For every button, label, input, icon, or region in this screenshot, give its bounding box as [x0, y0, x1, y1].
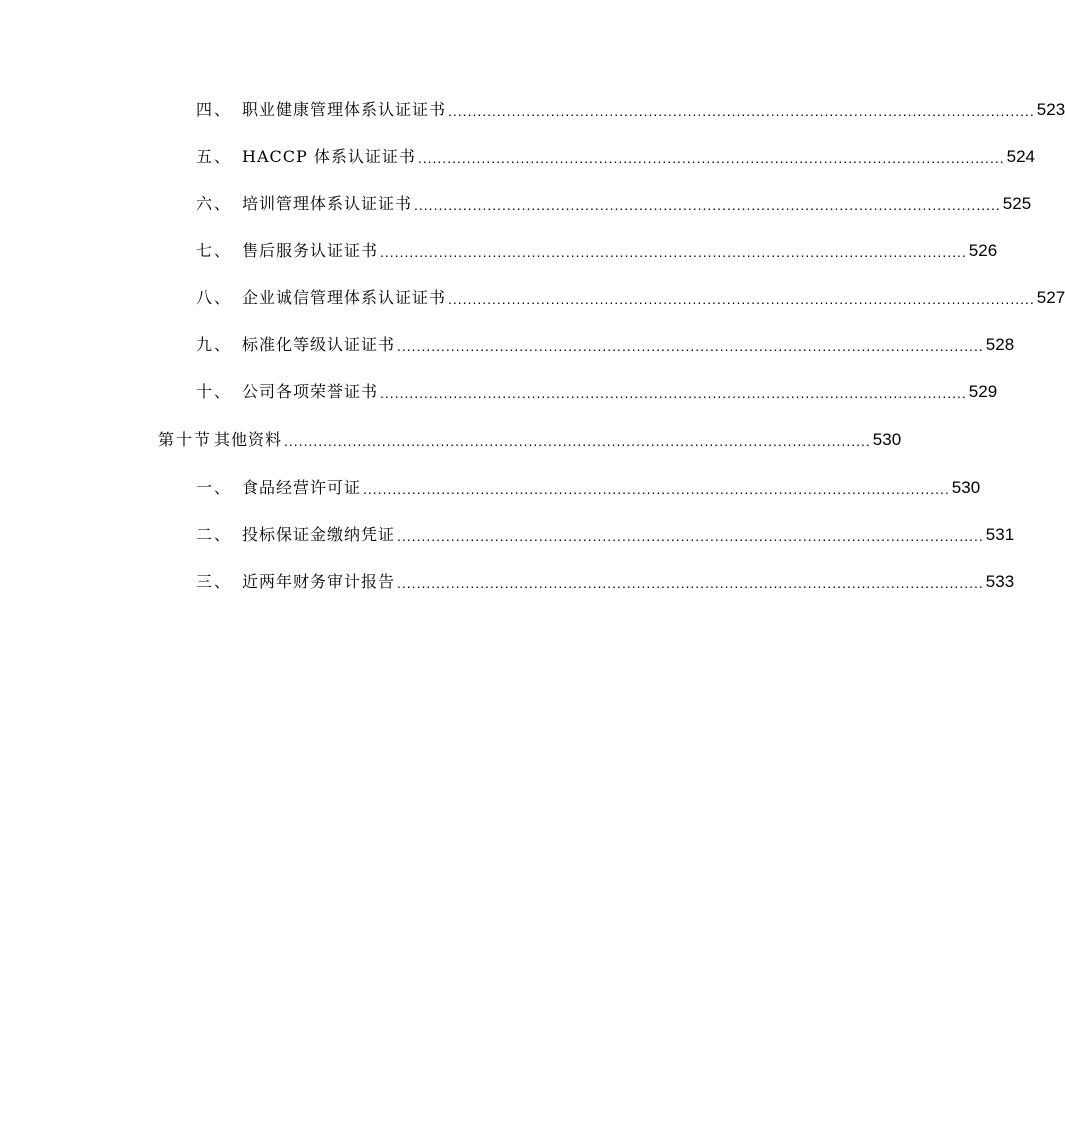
- toc-entry-number: 六、: [196, 194, 233, 213]
- toc-entry-page: 533: [985, 572, 1015, 591]
- toc-entry-title: 培训管理体系认证证书: [242, 194, 413, 213]
- toc-entry-title: 其他资料: [214, 430, 283, 449]
- toc-entry-number: 二、: [196, 525, 233, 544]
- toc-entry[interactable]: [196, 329, 1015, 355]
- toc-entry[interactable]: [196, 141, 1035, 167]
- toc-entry-title: 食品经营许可证: [242, 478, 362, 497]
- toc-entry-number: 七、: [196, 241, 233, 260]
- toc-entry-page: 531: [985, 525, 1015, 544]
- toc-entry[interactable]: [196, 566, 1015, 592]
- toc-entry-number: 一、: [196, 478, 233, 497]
- toc-entry-page: 530: [951, 478, 981, 497]
- toc-entry[interactable]: [196, 519, 1015, 545]
- toc-entry-number: 八、: [196, 288, 233, 307]
- toc-entry-page: 525: [1002, 194, 1032, 213]
- toc-dot-leader: ........................................................................................................................: [397, 575, 984, 591]
- toc-entry-page: 527: [1036, 288, 1065, 307]
- toc-entry-number: 第十节: [158, 430, 213, 449]
- toc-entry-number: 九、: [196, 335, 233, 354]
- toc-entry-title: 投标保证金缴纳凭证: [242, 525, 396, 544]
- toc-entry-title: 企业诚信管理体系认证证书: [242, 288, 447, 307]
- toc-entry[interactable]: [196, 282, 1065, 308]
- toc-entry[interactable]: [196, 472, 981, 498]
- toc-entry-title: 售后服务认证证书: [242, 241, 379, 260]
- toc-entry-number: 四、: [196, 100, 233, 119]
- toc-entry-page: 529: [968, 382, 998, 401]
- toc-entry-title: 近两年财务审计报告: [242, 572, 396, 591]
- toc-entry-number: 三、: [196, 572, 233, 591]
- toc-entry-number: 五、: [196, 147, 233, 166]
- toc-dot-leader: ........................................................................................................................: [448, 291, 1035, 307]
- toc-dot-leader: ........................................................................................................................: [417, 150, 1005, 166]
- toc-dot-leader: ........................................................................................................................: [363, 481, 950, 497]
- toc-section-entry[interactable]: [158, 424, 902, 450]
- toc-dot-leader: ........................................................................................................................: [448, 103, 1035, 119]
- toc-dot-leader: ........................................................................................................................: [397, 528, 984, 544]
- toc-dot-leader: ........................................................................................................................: [414, 197, 1001, 213]
- toc-entry-title: 标准化等级认证证书: [242, 335, 396, 354]
- toc-dot-leader: ........................................................................................................................: [397, 338, 984, 354]
- toc-entry[interactable]: [196, 235, 998, 261]
- toc-entry-page: 526: [968, 241, 998, 260]
- toc-dot-leader: ........................................................................................................................: [380, 385, 967, 401]
- toc-dot-leader: ........................................................................................................................: [380, 244, 967, 260]
- toc-entry-page: 523: [1036, 100, 1065, 119]
- toc-entry[interactable]: [196, 94, 1065, 120]
- toc-entry[interactable]: [196, 188, 1032, 214]
- toc-entry-title: HACCP 体系认证证书: [242, 147, 416, 166]
- toc-entry-page: 524: [1006, 147, 1035, 166]
- toc-entry-page: 528: [985, 335, 1015, 354]
- toc-entry[interactable]: [196, 376, 998, 402]
- toc-dot-leader: ........................................................................................................................: [284, 433, 871, 449]
- toc-entry-title: 公司各项荣誉证书: [242, 382, 379, 401]
- toc-entry-page: 530: [872, 430, 902, 449]
- toc-entry-title: 职业健康管理体系认证证书: [242, 100, 447, 119]
- toc-entry-number: 十、: [196, 382, 233, 401]
